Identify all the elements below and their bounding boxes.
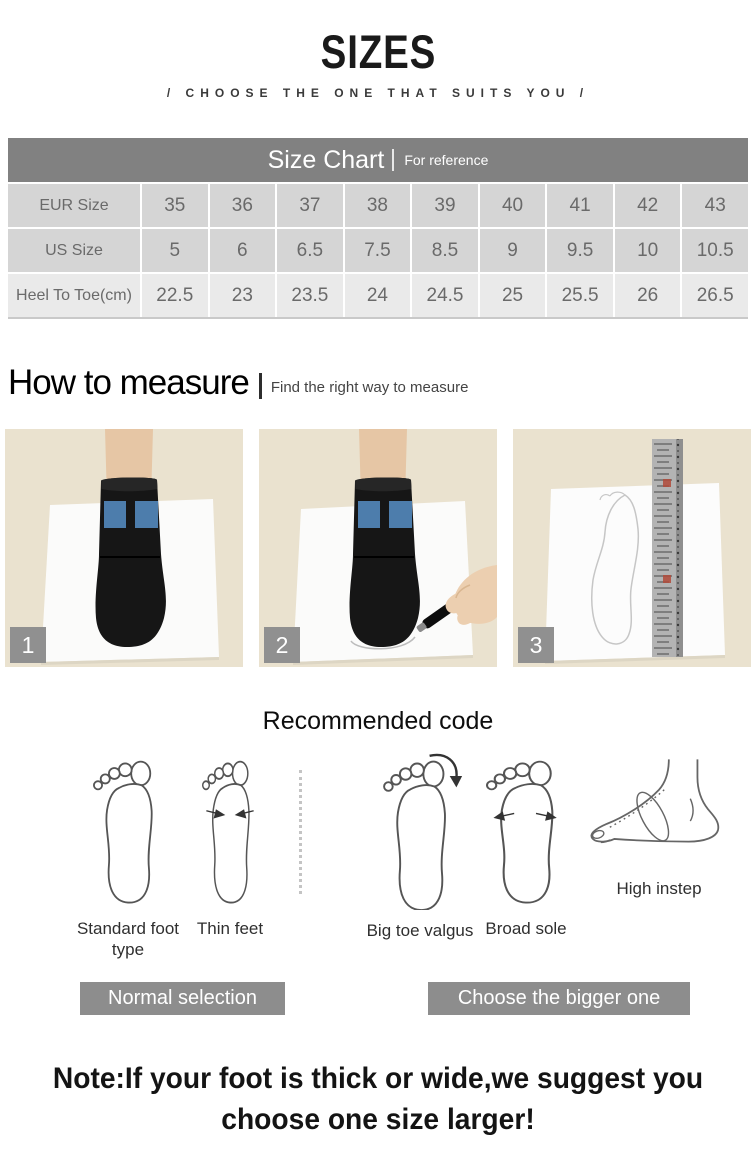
size-cell: 37 — [277, 184, 343, 227]
recommended-code-title: Recommended code — [262, 707, 494, 735]
size-cell: 25.5 — [547, 274, 613, 317]
size-cell: 9 — [480, 229, 546, 272]
page-header — [0, 0, 756, 100]
standard-foot-icon — [78, 758, 178, 908]
note-line-1: Note:If your foot is thick or wide,we suggest you — [52, 1062, 704, 1095]
size-cell: 38 — [345, 184, 411, 227]
step-photo-2 — [259, 429, 497, 667]
size-cell: 26.5 — [682, 274, 748, 317]
size-cell: 6 — [210, 229, 276, 272]
thin-feet-icon — [182, 758, 278, 908]
size-chart-note: For reference — [404, 152, 489, 168]
row-label: EUR Size — [8, 184, 140, 227]
size-cell: 6.5 — [277, 229, 343, 272]
size-cell: 42 — [615, 184, 681, 227]
page-subtitle: / CHOOSE THE ONE THAT SUITS YOU / — [166, 86, 590, 100]
row-label: US Size — [8, 229, 140, 272]
how-to-measure-divider — [259, 373, 262, 399]
size-cell: 25 — [480, 274, 546, 317]
note-line-2: choose one size larger! — [221, 1102, 535, 1136]
diagram-thin-feet — [182, 758, 278, 939]
foot-type-label: Standard foot type — [76, 919, 180, 960]
size-cell: 24.5 — [412, 274, 478, 317]
title-divider — [392, 149, 394, 171]
size-cell: 9.5 — [547, 229, 613, 272]
size-cell: 24 — [345, 274, 411, 317]
diagram-big-toe-valgus — [366, 752, 474, 941]
row-label: Heel To Toe(cm) — [8, 274, 140, 317]
how-to-measure-subtitle: Find the right way to measure — [270, 378, 469, 396]
size-cell: 26 — [615, 274, 681, 317]
size-cell: 22.5 — [142, 274, 208, 317]
size-chart-grid — [8, 184, 748, 317]
recommendation-buttons — [0, 982, 756, 1015]
size-chart-table — [8, 138, 748, 319]
foot-type-label: High instep — [616, 879, 702, 898]
diagram-broad-sole — [470, 758, 582, 939]
size-cell: 10.5 — [682, 229, 748, 272]
size-cell: 40 — [480, 184, 546, 227]
diagram-standard-foot — [72, 758, 184, 961]
measure-steps-photos — [0, 429, 756, 667]
foot-type-label: Thin feet — [196, 919, 264, 938]
size-cell: 5 — [142, 229, 208, 272]
size-cell: 23.5 — [277, 274, 343, 317]
size-note — [0, 1059, 756, 1140]
size-cell: 41 — [547, 184, 613, 227]
size-cell: 39 — [412, 184, 478, 227]
step-photo-1 — [5, 429, 243, 667]
size-chart-header — [8, 138, 748, 182]
foot-type-label: Broad sole — [485, 919, 567, 938]
choose-bigger-button: Choose the bigger one — [428, 982, 690, 1015]
normal-selection-button: Normal selection — [80, 982, 285, 1015]
step-number-badge: 1 — [10, 627, 46, 663]
high-instep-icon — [583, 758, 735, 868]
step-photo-3 — [513, 429, 751, 667]
size-cell: 36 — [210, 184, 276, 227]
size-cell: 7.5 — [345, 229, 411, 272]
size-cell: 10 — [615, 229, 681, 272]
foot-type-diagrams — [0, 752, 756, 964]
broad-sole-icon — [471, 758, 581, 908]
dotted-divider — [299, 770, 302, 894]
step-number-badge: 2 — [264, 627, 300, 663]
how-to-measure-title: How to measure — [8, 363, 249, 402]
diagram-high-instep — [583, 758, 735, 899]
step-number-badge: 3 — [518, 627, 554, 663]
big-toe-valgus-icon — [368, 752, 472, 910]
size-chart-title: Size Chart — [267, 145, 385, 174]
size-cell: 23 — [210, 274, 276, 317]
size-cell: 43 — [682, 184, 748, 227]
page-title: SIZES — [320, 25, 436, 78]
how-to-measure-header — [8, 363, 748, 403]
foot-type-label: Big toe valgus — [366, 921, 474, 940]
size-cell: 8.5 — [412, 229, 478, 272]
size-cell: 35 — [142, 184, 208, 227]
